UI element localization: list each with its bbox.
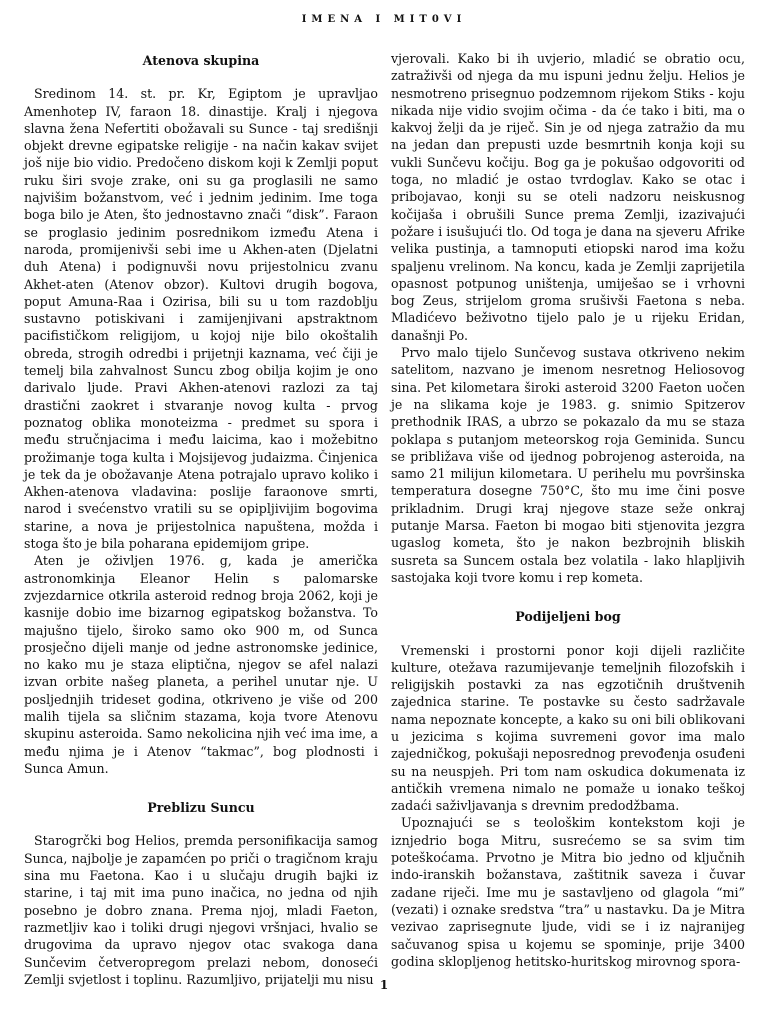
left-column	[24, 52, 378, 988]
running-header: IMENA I MIT0VI	[301, 14, 467, 25]
section-title-preblizu-suncu: Preblizu Suncu	[147, 800, 255, 816]
paragraph: Vremenski i prostorni ponor koji dijeli različite kulture, otežava razumijevanje temeljnih filozofskih i religijskih postavki za nas egzotičnih društvenih zajednica starine. Te postavke su često sadržavale nama nepoznate koncepte, a kako su oni bili oblikovani u jezicima s kojima suvremeni govor ima malo zajedničkog, pokušaji neposrednog prevođenja osuđeni su na neuspjeh. Pri tom nam oskudica dokumenata iz antičkih vremena nimalo ne pomaže u ionako teškoj zadaći saživljavanja s drevnim predodžbama.	[391, 642, 745, 814]
paragraph: Upoznajući se s teološkim kontekstom koji je iznjedrio boga Mitru, susrećemo se sa svim tim poteškoćama. Prvotno je Mitra bio jedno od ključnih indo-iranskih božanstava, zaštitnik saveza i čuvar zadane riječi. Ime mu je sastavljeno od glagola “mi” (vezati) i oznake sredstva “tra” u nastavku. Da je Mitra vezivao zaprisegnute ljude, vidi se i iz najranijeg sačuvanog spisa u kojemu se spominje, prije 3400 godina sklopljenog hetitsko-huritskog mirovnog spora-	[391, 815, 745, 969]
section-title-podijeljeni-bog: Podijeljeni bog	[515, 609, 621, 625]
paragraph: Aten je oživljen 1976. g, kada je američka astronomkinja Eleanor Helin s palomarske zvjezdarnice otkrila asteroid rednog broja 2062, koji je kasnije dobio ime bizarnog egipatskog božanstva. To majušno tijelo, široko samo oko 900 m, od Sunca prosječno dijeli manje od jedne astronomske jedinice, no kako mu je staza eliptična, njegov se afel nalazi izvan orbite našeg planeta, a perihel unutar nje. U posljednjih trideset godina, otkriveno je više od 200 malih tijela sa sličnim stazama, koja tvore Atenovu skupinu asteroida. Samo nekolicina njih već ima ime, a među njima je i Atenov “takmac”, bog plodnosti i Sunca Amun.	[24, 553, 378, 776]
section-title-atenova-skupina: Atenova skupina	[142, 53, 260, 68]
page-number: 1	[379, 978, 389, 992]
paragraph: Prvo malo tijelo Sunčevog sustava otkriveno nekim satelitom, nazvano je imenom nesretnog Heliosovog sina. Pet kilometara široki asteroid 3200 Faeton uočen je na slikama koje je 1983. g. snimio Spitzerov prethodnik IRAS, a ubrzo se pokazalo da mu se staza poklapa s putanjom meteorskog roja Geminida. Suncu se približava više od ijednog pobrojenog asteroida, na samo 21 milijun kilometara. U perihelu mu površinska temperatura dosegne 750°C, što mu ime čini posve prikladnim. Drugi kraj njegove staze seže onkraj putanje Marsa. Faeton bi mogao biti stjenovita jezgra ugaslog kometa, što je nakon bezbrojnih bliskih susreta sa Suncem ostala bez volatila - lako hlapljivih sastojaka koji tvore komu i rep kometa.	[391, 345, 745, 585]
paragraph: Sredinom 14. st. pr. Kr, Egiptom je upravljao Amenhotep IV, faraon 18. dinastije. Kralj i njegova slavna žena Nefertiti obožavali su Sunce - taj središnji objekt drevne egipatske religije - na način kakav svijet još nije bio vidio. Predočeno diskom koji k Zemlji poput ruku širi svoje zrake, oni su ga proglasili ne samo najvišim božanstvom, već i jednim jedinim. Ime toga boga bilo je Aten, što jednostavno znači “disk”. Faraon se proglasio jedinim posrednikom između Atena i naroda, promijenivši sebi ime u Akhen-aten (Djelatni duh Atena) i podignuvši novu prijestolnicu zvanu Akhet-aten (Atenov obzor). Kultovi drugih bogova, poput Amuna-Raa i Ozirisa, bili su u tom razdoblju sustavno potiskivani i zamijenjivani apstraktnom pacifističkom religijom, u kojoj nije bilo okoštalih obreda, strogih odredbi i prijetnji kaznama, već čiji je temelj bila zahvalnost Suncu zbog obilja kojim je ono darivalo ljude. Pravi Akhen-atenovi razlozi za taj drastični zaokret i stvaranje novog kulta - prvog poznatog oblika monoteizma - predmet su spora i među stručnjacima i među laicima, kao i možebitno prožimanje toga kulta i Mojsijevog judaizma. Činjenica je tek da je obožavanje Atena potrajalo upravo koliko i Akhen-atenova vladavina: poslije faraonove smrti, narod i svećenstvo vratili su se opipljivijim bogovima starine, a nova je prijestolnica napuštena, možda i stoga što je bila poharana epidemijom gripe.	[24, 86, 378, 552]
right-column	[391, 50, 745, 970]
paragraph: Starogrčki bog Helios, premda personifikacija samog Sunca, najbolje je zapamćen po priči o tragičnom kraju sina mu Faetona. Kao i u slučaju drugih bajki iz starine, i taj mit ima puno inačica, no jedna od njih posebno je dobro znana. Prema njoj, mladi Faeton, razmetljiv kao i toliki drugi njegovi vršnjaci, hvalio se drugovima da upravo njegov otac svakoga dana Sunčevim četveropregom prelazi nebom, donoseći Zemlji svjetlost i toplinu. Razumljivo, prijatelji mu nisu	[24, 833, 378, 987]
paragraph-continuation: vjerovali. Kako bi ih uvjerio, mladić se obratio ocu, zatraživši od njega da mu ispuni jednu želju. Helios je nesmotreno prisegnuo podzemnom rijekom Stiks - koju nikada nije vidio svojim očima - da će tako i biti, ma o kakvoj želji da je riječ. Sin je od njega zatražio da mu na jedan dan prepusti uzde besmrtnih konja koji su vukli Sunčevu kočiju. Bog ga je pokušao odgovoriti od toga, no mladić je ostao tvrdoglav. Kako se otac i pribojavao, konji su se oteli nadzoru neiskusnog kočijaša i obrušili Sunce prema Zemlji, izazivajući požare i isušujući tlo. Od toga je dana na sjeveru Afrike velika pustinja, a tamnoputi etiopski narod ima kožu spaljenu vrelinom. Na koncu, kada je Zemlji zaprijetila opasnost potpunog uništenja, umiješao se i vrhovni bog Zeus, strijelom groma srušivši Faetona s neba. Mladićevo beživotno tijelo palo je u rijeku Eridan, današnji Po.	[391, 51, 745, 343]
